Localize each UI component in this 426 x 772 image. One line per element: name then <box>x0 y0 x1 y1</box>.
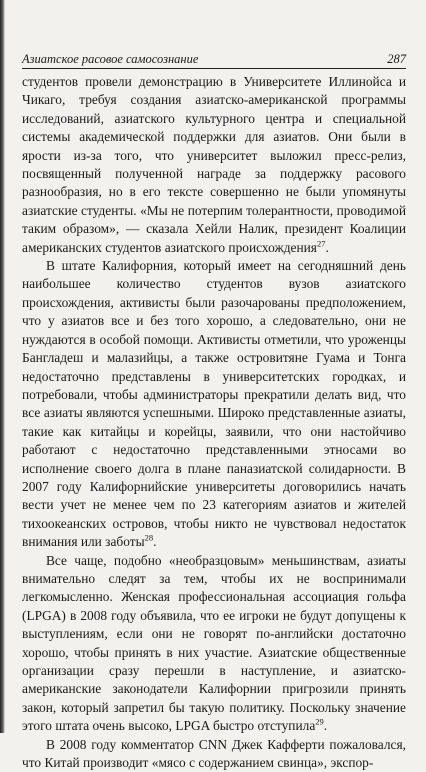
paragraph-3: Все чаще, подобно «необразцовым» меньшинствам, азиаты внимательно следят за тем, чтобы их не воспринимали легкомысленно. Женская профессиональная ассоциация гольфа (LPGA) в 2008 году объявила, что ее игроки не будут допущены к выступлениям, если они не говорят по-английски достаточно хорошо, чтобы принять в них участие. Азиатские общественные организации сразу перешли в наступление, и азиатско-американские законодатели Калифорнии пригрозили принять закон, который запретил бы такую политику. Поскольку значение этого штата очень высоко, LPGA быстро отступила$^{29}$. <box>22 552 406 734</box>
footnote-ref-27: 27 <box>316 238 326 249</box>
paragraph-4-text: В 2008 году комментатор CNN Джек Кафферти пожаловался, что Китай производит «мясо с содержанием свинца», экспор- <box>22 736 406 771</box>
paragraph-1: студентов провели демонстрацию в Университете Иллинойса и Чикаго, требуя создания азиатско-американской программы исследований, азиатского культурного центра и специальной системы академической поддержки для азиатов. Они были в ярости из-за того, что университет выложил пресс-релиз, посвященный полученной награде за поддержку расового разнообразия, но в его тексте совершенно не были упомянуты азиатские студенты. «Мы не потерпим толерантности, проводимой таким образом», — сказала Хейли Налик, президент Коалиции американских студентов азиатского происхождения$^{27}$. <box>22 74 406 255</box>
paragraph-1-text: студентов провели демонстрацию в Университете Иллинойса и Чикаго, требуя создания азиатско-американской программы исследований, азиатского культурного центра и специальной системы академической поддержки для азиатов. Они были в ярости из-за того, что университет выложил пресс-релиз, посвященный полученной награде за поддержку расового разнообразия, но в его тексте совершенно не были упомянуты азиатские студенты. «Мы не потерпим толерантности, проводимой таким образом», — сказала Хейли Налик, президент Коалиции американских студентов азиатского происхождения <box>22 74 406 255</box>
running-header <box>22 52 406 68</box>
paragraph-2-text: В штате Калифорния, который имеет на сегодняшний день наибольшее количество студентов вузов азиатского происхождения, активисты были разочарованы предположением, что у азиатов все и без того хорошо, а следовательно, они не нуждаются в особой помощи. Активисты отметили, что уроженцы Бангладеш и малазийцы, а также островитяне Гуама и Тонга недостаточно представлены в университетских городках, и потребовали, чтобы администраторы прекратили делать вид, что все азиаты являются успешными. Широко представленные азиаты, такие как китайцы и корейцы, заявили, что они настойчиво работают с недостаточно представленными этносами во исполнение своего долга в плане паназиатской солидарности. В 2007 году Калифорнийские университеты договорились начать вести учет не менее чем по 23 категориям азиатов и жителей тихоокеанских островов, чтобы никто не чувствовал недостаток внимания или заботы <box>22 258 406 550</box>
paragraph-4 <box>22 736 406 772</box>
paragraph-2: В штате Калифорния, который имеет на сегодняшний день наибольшее количество студентов вузов азиатского происхождения, активисты были разочарованы предположением, что у азиатов все и без того хорошо, а следовательно, они не нуждаются в особой помощи. Активисты отметили, что уроженцы Бангладеш и малазийцы, а также островитяне Гуама и Тонга недостаточно представлены в университетских городках, и потребовали, чтобы администраторы прекратили делать вид, что все азиаты являются успешными. Широко представленные азиаты, такие как китайцы и корейцы, заявили, что они настойчиво работают с недостаточно представленными этносами во исполнение своего долга в плане паназиатской солидарности. В 2007 году Калифорнийские университеты договорились начать вести учет не менее чем по 23 категориям азиатов и жителей тихоокеанских островов, чтобы никто не чувствовал недостаток внимания или заботы$^{28}$. <box>22 258 406 550</box>
body-text <box>22 73 406 772</box>
running-title: Азиатское расовое самосознание <box>22 52 199 66</box>
footnote-ref-29: 29 <box>315 716 324 727</box>
footnote-ref-28: 28 <box>144 532 154 543</box>
header-rule <box>22 68 406 69</box>
paragraph-3-text: Все чаще, подобно «необразцовым» меньшинствам, азиаты внимательно следят за тем, чтобы их не воспринимали легкомысленно. Женская профессиональная ассоциация гольфа (LPGA) в 2008 году объявила, что ее игроки не будут допущены к выступлениям, если они не говорят по-английски достаточно хорошо, чтобы принять в них участие. Азиатские общественные организации сразу перешли в наступление, и азиатско-американские законодатели Калифорнии пригрозили принять закон, который запретил бы такую политику. Поскольку значение этого штата очень высоко, LPGA быстро отступила <box>22 552 406 734</box>
page-number: 287 <box>387 52 406 66</box>
page-spine-shadow <box>0 0 5 733</box>
